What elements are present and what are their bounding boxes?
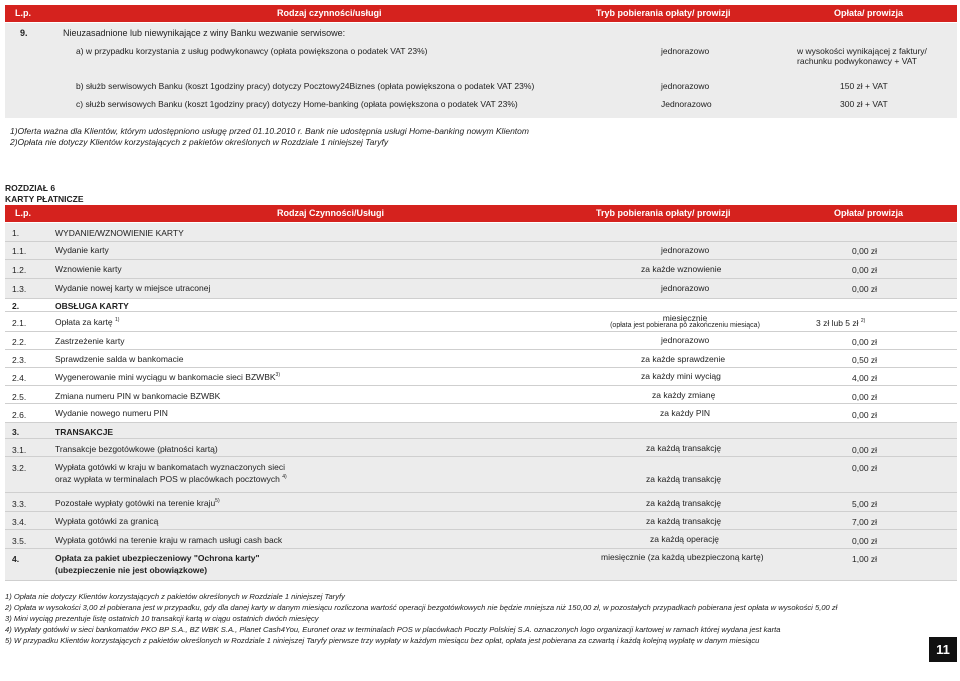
row-name: OBSŁUGA KARTY [55, 301, 129, 311]
row-mode: za każdą operację [650, 534, 719, 544]
row-fee: 0,00 zł [852, 536, 878, 546]
row-name: TRANSAKCJE [55, 427, 114, 437]
row-mode: za każde sprawdzenie [641, 354, 726, 364]
row-name-text: Wygenerowanie mini wyciągu w bankomacie sieci BZWBK [55, 372, 276, 382]
row-name: Zastrzeżenie karty [55, 336, 125, 346]
row-separator [5, 511, 957, 512]
col-name: Rodzaj Czynności/Usługi [277, 208, 385, 218]
footnote-ref: 3) [275, 372, 280, 379]
row-name-line2 [55, 474, 287, 484]
row-fee: 0,00 zł [852, 284, 878, 294]
row-name: Zmiana numeru PIN w bankomacie BZWBK [55, 391, 221, 401]
row-name: Wydanie karty [55, 245, 109, 255]
row-separator [5, 456, 957, 457]
row-lp: 3.3. [12, 499, 27, 509]
col-mode: Tryb pobierania opłaty/ prowizji [596, 8, 731, 18]
table2-header [5, 205, 957, 222]
row-fee: 4,00 zł [852, 373, 878, 383]
row-name: Transakcje bezgotówkowe (płatności kartą) [55, 444, 218, 454]
row-name-text: oraz wypłata w terminalach POS w placówkach pocztowych [55, 474, 280, 484]
row-lp: 1.2. [12, 265, 27, 275]
row-lp: 2. [12, 301, 20, 311]
row-mode: za każdy zmianę [652, 390, 716, 400]
row-name: Wydanie nowego numeru PIN [55, 408, 168, 418]
footnote-ref: 2) [860, 318, 866, 325]
row-fee: 5,00 zł [852, 499, 878, 509]
row-lp: 2.1. [12, 318, 27, 328]
row-name-line2: (ubezpieczenie nie jest obowiązkowe) [55, 565, 208, 575]
row-separator [5, 241, 957, 242]
row-separator [5, 580, 957, 581]
row-mode: jednorazowo [661, 283, 710, 293]
row-b-mode: jednorazowo [661, 81, 710, 91]
footnote-ref: 1) [115, 317, 120, 324]
row-c-mode: Jednorazowo [661, 99, 712, 109]
row-lp: 3.1. [12, 445, 27, 455]
row-fee: 0,00 zł [852, 392, 878, 402]
row-fee-text: 3 zł lub 5 zł [816, 318, 859, 328]
row-name: Wypłata gotówki w kraju w bankomatach wyznaczonych sieci [55, 462, 285, 472]
row-a-fee2: rachunku podwykonawcy + VAT [797, 56, 917, 66]
row-lp: 3.5. [12, 536, 27, 546]
row-separator [5, 259, 957, 260]
col-mode: Tryb pobierania opłaty/ prowizji [596, 208, 731, 218]
row-fee: 0,00 zł [852, 445, 878, 455]
row-fee: 0,00 zł [852, 265, 878, 275]
row-separator [5, 422, 957, 423]
row-mode: za każdą transakcję [646, 443, 722, 453]
footnote-5: 5) W przypadku Klientów korzystających z pakietów określonych w Rozdziale 1 niniejszej Taryfy pierwsze trzy wypłaty w każdym miesiącu bez opłat, opłata jest pobierana za czwartą i każdą kolejną wypłatę w danym miesiącu [5, 636, 760, 645]
row-lp: 2.5. [12, 392, 27, 402]
row-b-name: b) służb serwisowych Banku (koszt 1godziny pracy) dotyczy Pocztowy24Biznes (opłata powiększona o podatek VAT 23%) [76, 81, 535, 91]
row-separator [5, 331, 957, 332]
row-c-fee: 300 zł + VAT [840, 99, 888, 109]
footnote-ref: 4) [282, 474, 287, 481]
row-separator [5, 438, 957, 439]
row-lp: 1.3. [12, 284, 27, 294]
row-mode: za każdy PIN [660, 408, 711, 418]
chapter-title: ROZDZIAŁ 6 [5, 183, 56, 193]
row-fee: 0,00 zł [852, 337, 878, 347]
note-1: 1)Oferta ważna dla Klientów, którym udostępniono usługę przed 01.10.2010 r. Bank nie udostępnia usługi Home-banking nowym Klientom [10, 126, 529, 136]
row-name: Wydanie nowej karty w miejsce utraconej [55, 283, 211, 293]
col-fee: Opłata/ prowizja [834, 208, 904, 218]
row-fee: 0,50 zł [852, 355, 878, 365]
row-mode: za każdą transakcję [646, 474, 722, 484]
row-mode: jednorazowo [661, 245, 710, 255]
row-lp: 2.6. [12, 410, 27, 420]
row-mode: jednorazowo [661, 335, 710, 345]
row-mode: za każdą transakcję [646, 498, 722, 508]
row-lp: 1.1. [12, 246, 27, 256]
col-name: Rodzaj czynności/usługi [277, 8, 382, 18]
row-separator [5, 403, 957, 404]
col-lp: L.p. [15, 208, 31, 218]
row-fee [816, 318, 865, 328]
row-mode: za każdą transakcję [646, 516, 722, 526]
row-mode: miesięcznie (za każdą ubezpieczoną kartę) [601, 552, 764, 562]
chapter-subtitle: KARTY PŁATNICZE [5, 194, 84, 204]
row-separator [5, 311, 957, 312]
section-title: Nieuzasadnione lub niewynikające z winy Banku wezwanie serwisowe: [63, 28, 346, 38]
col-lp: L.p. [15, 8, 31, 18]
footnote-3: 3) Mini wyciąg prezentuje listę ostatnich 10 transakcji kartą w ciągu ostatnich dwóch miesięcy [5, 614, 319, 623]
row-separator [5, 278, 957, 279]
row-lp: 2.4. [12, 373, 27, 383]
row-fee: 0,00 zł [852, 410, 878, 420]
row-c-name: c) służb serwisowych Banku (koszt 1godziny pracy) dotyczy Home-banking (opłata powiększona o podatek VAT 23%) [76, 99, 518, 109]
row-name [55, 317, 119, 327]
row-name-text: Pozostałe wypłaty gotówki na terenie kraju [55, 498, 216, 508]
row-mode: miesięcznie [662, 313, 708, 323]
row-separator [5, 529, 957, 530]
table1-header [5, 5, 957, 22]
row-name [55, 498, 220, 508]
row-fee: 7,00 zł [852, 517, 878, 527]
footnote-2: 2) Opłata w wysokości 3,00 zł pobierana jest w przypadku, gdy dla danej karty w danym miesiącu rozliczona wartość operacji bezgotówkowych nie będzie mniejsza niż 150,00 zł, w pozostałych przypadkach pobierana jest opłata w wysokości 5,00 zł [5, 603, 838, 612]
section-num: 9. [20, 28, 28, 38]
row-name: Opłata za pakiet ubezpieczeniowy "Ochrona karty" [55, 553, 260, 563]
row-a-mode: jednorazowo [661, 46, 710, 56]
row-name-text: Opłata za kartę [55, 317, 113, 327]
row-separator [5, 367, 957, 368]
row-fee: 1,00 zł [852, 554, 878, 564]
row-lp: 2.3. [12, 355, 27, 365]
note-2: 2)Opłata nie dotyczy Klientów korzystających z pakietów określonych w Rozdziale 1 niniejszej Taryfy [10, 137, 389, 147]
row-lp: 2.2. [12, 337, 27, 347]
row-separator [5, 385, 957, 386]
col-fee: Opłata/ prowizja [834, 8, 904, 18]
page-number: 11 [929, 637, 957, 662]
row-separator [5, 492, 957, 493]
row-a-name: a) w przypadku korzystania z usług podwykonawcy (opłata powiększona o podatek VAT 23%) [76, 46, 428, 56]
row-mode-note: (opłata jest pobierana po zakończeniu miesiąca) [610, 322, 760, 329]
row-mode: za każde wznowienie [641, 264, 722, 274]
row-lp: 3.4. [12, 517, 27, 527]
row-separator [5, 349, 957, 350]
row-lp: 1. [12, 228, 20, 238]
row-fee: 0,00 zł [852, 463, 878, 473]
row-name: Wypłata gotówki na terenie kraju w ramach usługi cash back [55, 535, 283, 545]
row-a-fee1: w wysokości wynikającej z faktury/ [797, 46, 927, 56]
row-name: WYDANIE/WZNOWIENIE KARTY [55, 228, 184, 238]
row-name: Sprawdzenie salda w bankomacie [55, 354, 184, 364]
row-mode: za każdy mini wyciąg [641, 371, 721, 381]
row-lp: 3. [12, 427, 20, 437]
row-separator [5, 298, 957, 299]
row-lp: 4. [12, 554, 20, 564]
row-name [55, 372, 280, 382]
footnote-ref: 5) [215, 498, 220, 505]
row-fee: 0,00 zł [852, 246, 878, 256]
row-name: Wypłata gotówki za granicą [55, 516, 159, 526]
footnote-1: 1) Opłata nie dotyczy Klientów korzystających z pakietów określonych w Rozdziale 1 niniejszej Taryfy [5, 592, 345, 601]
row-name: Wznowienie karty [55, 264, 122, 274]
row-lp: 3.2. [12, 463, 27, 473]
row-b-fee: 150 zł + VAT [840, 81, 888, 91]
row-separator [5, 548, 957, 549]
footnote-4: 4) Wypłaty gotówki w sieci bankomatów PKO BP S.A., BZ WBK S.A., Planet Cash4You, Euronet oraz w terminalach POS w placówkach Poczty Polskiej S.A. oznaczonych logo organizacji kartowej w ramach której wydana jest karta [5, 625, 781, 634]
